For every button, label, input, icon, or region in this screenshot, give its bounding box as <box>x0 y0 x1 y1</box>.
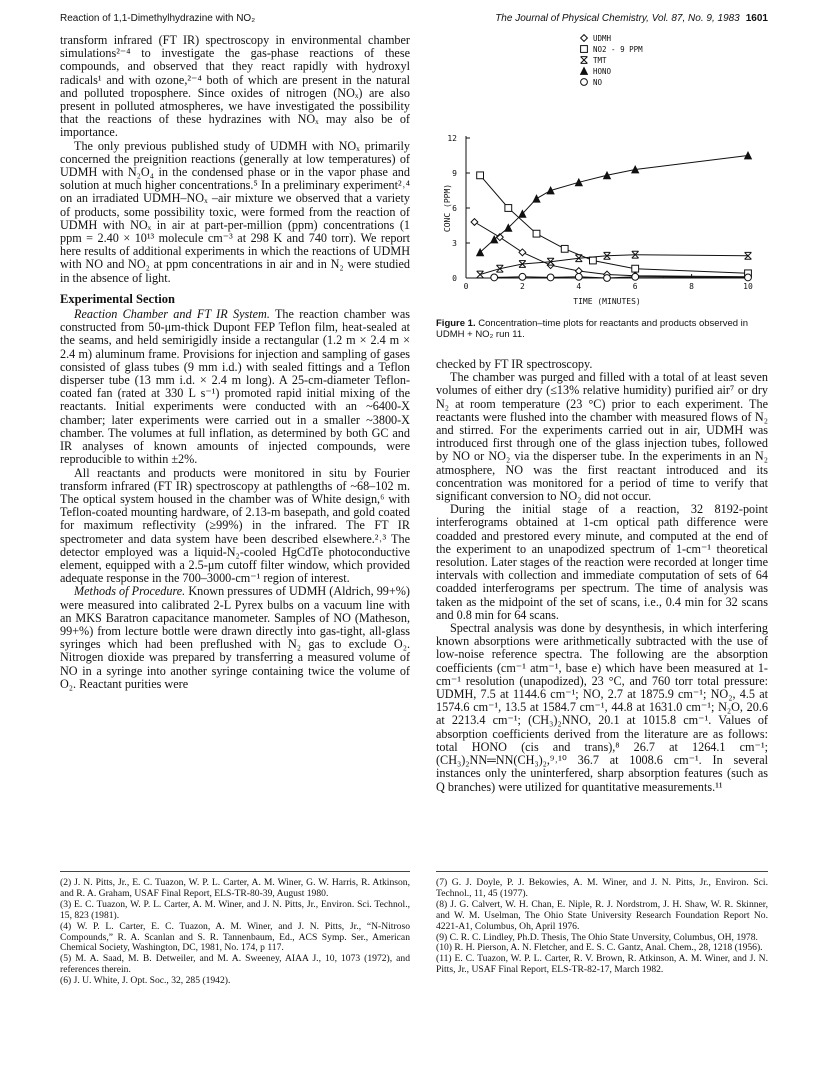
concentration-time-chart <box>436 30 768 320</box>
subsection-heading: Reaction Chamber and FT IR System. <box>74 307 270 322</box>
series-line-square <box>480 175 748 273</box>
footnote-rule-right <box>436 871 768 872</box>
y-tick-label: 9 <box>452 169 457 178</box>
data-point-square <box>533 230 540 237</box>
page-number: 1601 <box>745 13 768 24</box>
data-point-square <box>477 172 484 179</box>
references-right <box>436 878 768 976</box>
section-heading: Experimental Section <box>60 291 175 306</box>
legend-label: HONO <box>593 67 612 76</box>
x-tick-label: 0 <box>463 282 469 291</box>
y-tick-label: 12 <box>447 134 457 143</box>
data-point-circle <box>491 274 498 281</box>
y-tick-label: 6 <box>452 204 457 213</box>
paragraph: During the initial stage of a reaction, 32 8192-point interferograms obtained at 1-cm optical path difference were coadded and prestored every minute, and computed at the end of the experiment to an unapodized spectrum of 1-cm⁻¹ theoretical resolution. Later stages of the reaction were recorded at longer time intervals with collection and immediate computation of sets of 64 coadded interferograms per spectrum. The time of analysis was taken as the midpoint of the set of scans, i.e., 0.4 min for 32 scans and 0.8 min for 64 scans. <box>436 502 768 622</box>
data-point-circle <box>632 273 639 280</box>
reference: (11) E. C. Tuazon, W. P. L. Carter, R. V. Brown, R. Atkinson, A. M. Winer, and J. N. Pitts, Jr., USAF Final Report, ELS-TR-82-17, March 1982. <box>436 953 768 976</box>
left-column <box>60 34 410 691</box>
reference: (6) J. U. White, J. Opt. Soc., 32, 285 (1942). <box>60 975 231 987</box>
x-tick-label: 6 <box>632 282 638 291</box>
data-point-circle <box>604 275 611 282</box>
data-point-circle <box>547 274 554 281</box>
running-header-title: Reaction of 1,1-Dimethylhydrazine with NO₂ <box>60 13 256 24</box>
data-point-triangle <box>604 172 611 179</box>
legend-marker-circle <box>581 79 588 86</box>
x-axis-label: TIME (MINUTES) <box>573 297 641 306</box>
legend-marker-square <box>581 46 588 53</box>
legend-marker-x <box>581 57 588 64</box>
footnote-rule-left <box>60 871 410 872</box>
reference: (2) J. N. Pitts, Jr., E. C. Tuazon, W. P. L. Carter, A. M. Winer, G. W. Harris, R. Atkinson, and R. A. Graham, USAF Final Report, ELS-TR-80-39, August 1980. <box>60 877 410 899</box>
x-tick-label: 10 <box>743 282 753 291</box>
running-header-journal <box>495 13 768 24</box>
y-axis-label: CONC (PPM) <box>443 183 452 233</box>
subsection-heading: Methods of Procedure. <box>74 584 186 599</box>
reference: (10) R. H. Pierson, A. N. Fletcher, and E. S. C. Gantz, Anal. Chem., 28, 1218 (1956). <box>436 942 763 954</box>
paragraph-text: The reaction chamber was constructed from 50-μm-thick Dupont FEP Teflon film, heat-sealed at the seams, and held semirigidly inside a rectangular (1.2 m × 2.4 m × 2.4 m) aluminum frame. Provisions for injection and sampling of gases consisted of glass tubes (9 mm i.d.) with sealed fittings and a Teflon disperser tube (13 mm i.d. × 2.4 m long). A 25-cm-diameter Teflon-coated fan (rated at 330 L s⁻¹) promoted rapid initial mixing of the reactants. Initial experiments were conducted with an ~6400-X chamber; later experiments were carried out in a smaller ~3800-X chamber. The volumes at full inflation, as determined by both GC and IR analyses of known amounts of injected compounds, were reproducible to within ±2%. <box>60 307 411 467</box>
caption-text: Concentration–time plots for reactants and products observed in UDMH + NO₂ run 11. <box>436 318 749 340</box>
references-left <box>60 878 410 987</box>
paragraph: checked by FT IR spectroscopy. <box>436 357 593 371</box>
x-tick-label: 2 <box>519 282 525 291</box>
data-point-square <box>632 265 639 272</box>
paragraph: The only previous published study of UDMH with NOₓ primarily concerned the preignition reactions (generally at low temperatures) of UDMH with N₂O₄ in the condensed phase or in the vapor phase and solution at much higher concentrations.⁵ In a preliminary experiment²˒⁴ on an irradiated UDMH–NOₓ –air mixture we observed that a variety of products, some possibility toxic, were formed from the reaction of UDMH with NOₓ in air at part-per-million (ppm) concentrations (1 ppm = 2.40 × 10¹³ molecule cm⁻³ at 298 K and 740 torr). We report here results of additional experiments in which the reactions of UDMH with NO and NO₂ at ppm concentrations in air and in N₂ were studied in the absence of light. <box>60 138 410 285</box>
legend-label: TMT <box>593 56 607 65</box>
x-tick-label: 4 <box>576 282 582 291</box>
reference: (8) J. G. Calvert, W. H. Chan, E. Niple, R. J. Nordstrom, J. H. Shaw, W. R. Skinner, and W. M. Uselman, The Ohio State University Research Foundation Report No. 4221-A1, Columbus, Oh, April 1976. <box>436 898 768 932</box>
reference: (3) E. C. Tuazon, W. P. L. Carter, A. M. Winer, and J. N. Pitts, Jr., Environ. Sci. Technol., 15, 823 (1981). <box>60 898 410 921</box>
legend-label: NO <box>593 78 603 87</box>
legend-label: NO2 - 9 PPM <box>593 45 643 54</box>
data-point-diamond <box>471 219 478 226</box>
legend-label: UDMH <box>593 34 612 43</box>
data-point-circle <box>575 273 582 280</box>
reference: (7) G. J. Doyle, P. J. Bekowies, A. M. Winer, and J. N. Pitts, Jr., Environ. Sci. Technol., 11, 45 (1977). <box>436 877 768 899</box>
data-point-triangle <box>575 179 582 186</box>
paragraph: transform infrared (FT IR) spectroscopy in environmental chamber simulations²⁻⁴ to investigate the gas-phase reactions of these compounds, and observed that they react rapidly with hydroxyl radicals¹ and with ozone,²⁻⁴ both of which are present in the natural and polluted troposphere. Since oxides of nitrogen (NOₓ) are also present in polluted atmospheres, we have investigated the possibility that the reactions of these hydrazines with NOₓ may also be of importance. <box>60 33 410 140</box>
data-point-circle <box>745 274 752 281</box>
data-point-triangle <box>533 195 540 202</box>
legend-marker-diamond <box>581 35 588 42</box>
figure-1 <box>436 30 768 330</box>
paragraph: The chamber was purged and filled with a total of at least seven volumes of either dry (≤13% relative humidity) purified air⁷ or dry N₂ at room temperature (23 °C) prior to each experiment. The reactants were flushed into the chamber with measured flows of N₂ and stirred. For the experiments carried out in air, UDMH was introduced first through one of the glass injection tubes, followed by NO or NO₂ via the disperser tube. In the experiments in an N₂ atmosphere, NO was the first reactant introduced and its concentration was monitored for a period of time to verify that significant conversion to NO₂ did not occur. <box>436 370 768 504</box>
x-tick-label: 8 <box>689 282 695 291</box>
reference: (5) M. A. Saad, M. B. Detweiler, and M. A. Sweeney, AIAA J., 10, 1073 (1972), and references therein. <box>60 953 410 976</box>
series-line-diamond <box>475 222 749 277</box>
journal-citation: The Journal of Physical Chemistry, Vol. 87, No. 9, 1983 <box>495 13 740 24</box>
figure-caption <box>436 318 768 340</box>
figure-label: Figure 1. <box>436 318 476 329</box>
y-tick-label: 3 <box>452 239 457 248</box>
paragraph <box>60 308 410 466</box>
data-point-circle <box>519 273 526 280</box>
paragraph-text: Known pressures of UDMH (Aldrich, 99+%) were measured into calibrated 2-L Pyrex bulbs on a vacuum line with an MKS Baratron capacitance manometer. Samples of NO (Matheson, 99+%) from lecture bottle were drawn directly into gas-tight, all-glass syringes which had been preflushed with N₂ gas to exclude O₂. Nitrogen dioxide was prepared by transferring a measured volume of NO in a syringe into another syringe containing twice the volume of O₂. Reactant purities were <box>60 584 410 691</box>
data-point-square <box>590 257 597 264</box>
y-tick-label: 0 <box>452 274 457 283</box>
reference: (4) W. P. L. Carter, E. C. Tuazon, A. M. Winer, and J. N. Pitts, Jr., “N-Nitroso Compounds,” R. A. Scanlan and S. R. Tannenbaum, Ed., ACS Symp. Ser., American Chemical Society, Washington, DC, 1981, No. 174, p 117. <box>60 920 410 954</box>
legend-marker-triangle <box>581 68 588 75</box>
paragraph: All reactants and products were monitored in situ by Fourier transform infrared (FT IR) spectroscopy at pathlengths of ~68–102 m. The optical system housed in the chamber was of White design,⁶ with Teflon-coated mounting hardware, of 2.13-m basepath, and gold coated for maximum reflectivity (≥99%) in the infrared. The FT IR spectrometer and data system have been described elsewhere.²˒³ The detector employed was a liquid-N₂-cooled HgCdTe photoconductive element, equipped with a 2.5-μm cutoff filter window, which provided adequate response in the 700–3000-cm⁻¹ region of interest. <box>60 465 410 586</box>
data-point-triangle <box>547 187 554 194</box>
paragraph <box>60 585 410 691</box>
data-point-square <box>561 245 568 252</box>
series-line-triangle <box>480 156 748 253</box>
paragraph: Spectral analysis was done by desynthesis, in which interfering known absorptions were arithmetically subtracted with the use of low-noise reference spectra. The following are the absorption coefficients (cm⁻¹ atm⁻¹, base e) which have been measured at 1-cm⁻¹ resolution (unapodized), 23 °C, and 760 torr total pressure: UDMH, 7.5 at 1144.6 cm⁻¹; NO, 2.7 at 1875.9 cm⁻¹; NO₂, 4.5 at 1574.6 cm⁻¹, 13.5 at 1584.7 cm⁻¹, 44.8 at 1631.0 cm⁻¹; N₂O, 20.6 at 2213.4 cm⁻¹; (CH₃)₂NNO, 20.1 at 1015.8 cm⁻¹. Values of absorption coefficients derived from the literature are as follows: total HONO (cis and trans),⁸ 26.7 at 1264.1 cm⁻¹; (CH₃)₂NN═NN(CH₃)₂,⁹˒¹⁰ 36.7 at 1008.6 cm⁻¹. In several instances only the uninterfered, sharp absorption features (such as Q branches) were utilized for quantitative measurements.¹¹ <box>436 621 768 794</box>
data-point-square <box>505 205 512 212</box>
right-column <box>436 358 768 794</box>
data-point-x <box>477 271 484 278</box>
reference: (9) C. R. C. Lindley, Ph.D. Thesis, The Ohio State Unversity, Columbus, OH, 1978. <box>436 931 758 943</box>
data-point-diamond <box>519 249 526 256</box>
